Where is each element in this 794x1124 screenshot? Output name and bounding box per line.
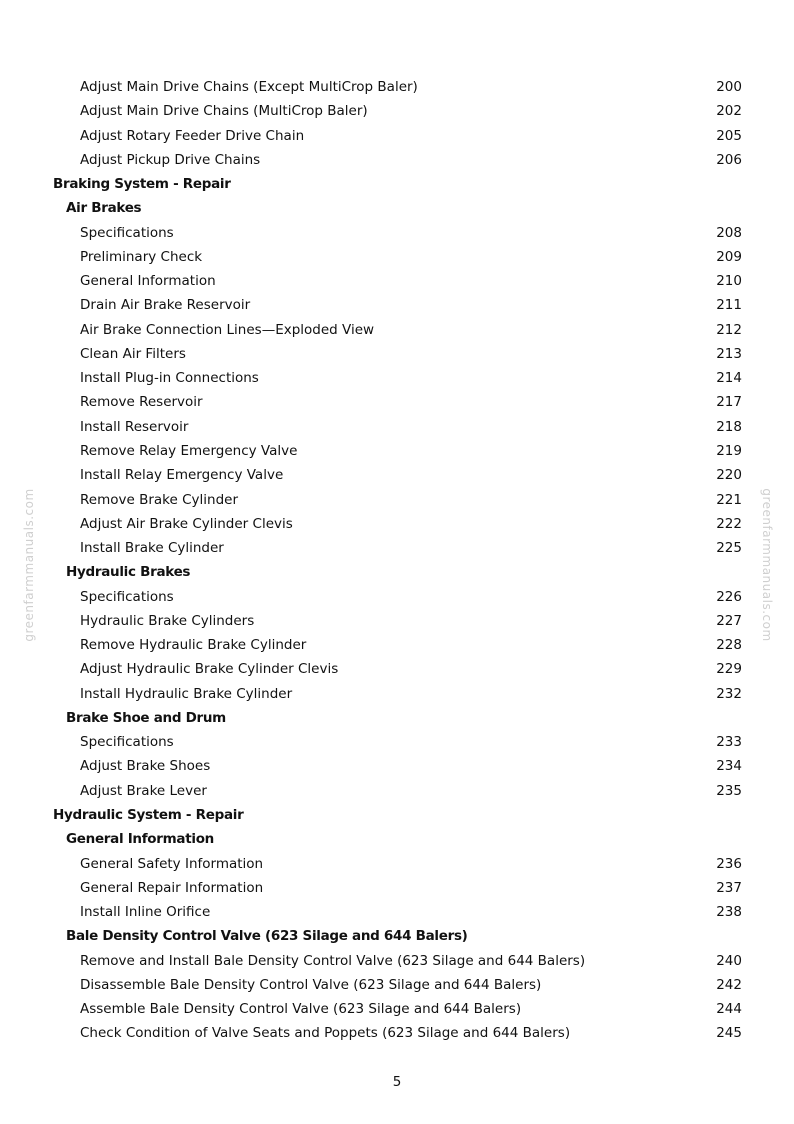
toc-entry-title: Install Inline Orifice (80, 904, 211, 921)
toc-entry-page-number: 227 (716, 612, 742, 629)
toc-entry-page-number: 240 (716, 952, 742, 969)
toc-entry[interactable] (0, 730, 794, 754)
toc-entry-page-number: 208 (716, 224, 742, 241)
toc-entry-title: Adjust Brake Shoes (80, 758, 211, 775)
toc-entry[interactable] (0, 876, 794, 900)
toc-entry-title: Install Brake Cylinder (80, 540, 224, 557)
toc-entry[interactable] (0, 439, 794, 463)
toc-entry-page-number: 200 (716, 79, 742, 95)
toc-entry[interactable] (0, 633, 794, 657)
toc-subsection-heading[interactable] (0, 196, 794, 220)
toc-entry-title: Braking System - Repair (53, 176, 231, 193)
toc-entry-page-number: 226 (716, 588, 742, 605)
toc-entry-title: Specifications (80, 224, 174, 241)
toc-entry[interactable] (0, 293, 794, 317)
toc-entry-title: Air Brake Connection Lines—Exploded View (80, 321, 375, 338)
toc-entry-title: Air Brakes (66, 200, 142, 217)
toc-entry-title: Preliminary Check (80, 248, 203, 265)
toc-entry[interactable] (0, 342, 794, 366)
toc-entry-page-number: 235 (716, 782, 742, 799)
toc-entry-page-number: 213 (716, 345, 742, 362)
toc-entry-page-number: 236 (716, 855, 742, 872)
toc-entry[interactable] (0, 124, 794, 148)
toc-entry-page-number: 220 (716, 467, 742, 484)
toc-entry-page-number: 229 (716, 661, 742, 678)
toc-entry-title: Remove Relay Emergency Valve (80, 442, 298, 459)
toc-entry-title: Adjust Pickup Drive Chains (80, 151, 261, 168)
toc-entry-page-number: 221 (716, 491, 742, 508)
toc-entry-page-number: 234 (716, 758, 742, 775)
watermark-left: greenfarmmanuals.com (22, 488, 36, 642)
toc-entry[interactable] (0, 390, 794, 414)
toc-entry[interactable] (0, 148, 794, 172)
toc-entry[interactable] (0, 75, 794, 99)
toc-section-heading[interactable] (0, 172, 794, 196)
toc-entry[interactable] (0, 269, 794, 293)
toc-entry-title: General Information (80, 273, 216, 290)
toc-entry-page-number: 206 (716, 151, 742, 168)
toc-section-heading[interactable] (0, 803, 794, 827)
toc-entry-title: Brake Shoe and Drum (66, 709, 226, 726)
toc-entry-title: Bale Density Control Valve (623 Silage and 644 Balers) (66, 928, 468, 945)
table-of-contents (0, 75, 794, 1046)
toc-entry[interactable] (0, 997, 794, 1021)
toc-entry[interactable] (0, 609, 794, 633)
toc-entry-page-number: 222 (716, 515, 742, 532)
toc-entry[interactable] (0, 488, 794, 512)
toc-entry[interactable] (0, 852, 794, 876)
toc-entry-title: Adjust Hydraulic Brake Cylinder Clevis (80, 661, 339, 678)
page-number: 5 (392, 1074, 402, 1090)
toc-entry-page-number: 238 (716, 904, 742, 921)
toc-entry-title: Install Plug-in Connections (80, 370, 259, 387)
toc-entry-page-number: 228 (716, 637, 742, 654)
toc-entry[interactable] (0, 657, 794, 681)
toc-entry[interactable] (0, 779, 794, 803)
toc-entry-page-number: 232 (716, 685, 742, 702)
toc-entry[interactable] (0, 245, 794, 269)
toc-entry-title: Adjust Air Brake Cylinder Clevis (80, 515, 293, 532)
toc-entry[interactable] (0, 221, 794, 245)
toc-entry-page-number: 217 (716, 394, 742, 411)
toc-entry-title: Adjust Main Drive Chains (MultiCrop Baler) (80, 103, 368, 120)
toc-subsection-heading[interactable] (0, 706, 794, 730)
toc-entry-title: Remove Reservoir (80, 394, 203, 411)
toc-entry-title: Remove Brake Cylinder (80, 491, 238, 508)
toc-entry-title: General Repair Information (80, 879, 264, 896)
toc-entry-page-number: 219 (716, 442, 742, 459)
toc-entry[interactable] (0, 318, 794, 342)
toc-entry-title: General Safety Information (80, 855, 264, 872)
toc-entry-title: Assemble Bale Density Control Valve (623 Silage and 644 Balers) (80, 1001, 522, 1018)
toc-entry-page-number: 214 (716, 370, 742, 387)
toc-entry-title: Install Reservoir (80, 418, 189, 435)
toc-entry[interactable] (0, 682, 794, 706)
toc-entry-title: Remove Hydraulic Brake Cylinder (80, 637, 307, 654)
toc-subsection-heading[interactable] (0, 560, 794, 584)
toc-entry-page-number: 211 (716, 297, 742, 314)
toc-entry-page-number: 237 (716, 879, 742, 896)
toc-entry-page-number: 202 (716, 103, 742, 120)
toc-entry-title: Hydraulic Brake Cylinders (80, 612, 255, 629)
toc-entry[interactable] (0, 900, 794, 924)
toc-entry[interactable] (0, 415, 794, 439)
toc-entry-page-number: 225 (716, 540, 742, 557)
toc-entry-title: Remove and Install Bale Density Control Valve (623 Silage and 644 Balers) (80, 952, 586, 969)
toc-entry-title: Hydraulic Brakes (66, 564, 191, 581)
toc-entry-title: Adjust Rotary Feeder Drive Chain (80, 127, 305, 144)
toc-entry-title: Specifications (80, 588, 174, 605)
toc-entry[interactable] (0, 366, 794, 390)
toc-entry-page-number: 205 (716, 127, 742, 144)
toc-entry-page-number: 212 (716, 321, 742, 338)
toc-entry[interactable] (0, 536, 794, 560)
watermark-right: greenfarmmanuals.com (760, 488, 774, 642)
toc-subsection-heading[interactable] (0, 827, 794, 851)
toc-entry-title: Adjust Brake Lever (80, 782, 207, 799)
toc-entry[interactable] (0, 754, 794, 778)
toc-entry-page-number: 210 (716, 273, 742, 290)
toc-entry-title: Install Relay Emergency Valve (80, 467, 284, 484)
toc-entry-title: Specifications (80, 734, 174, 751)
toc-entry-page-number: 244 (716, 1001, 742, 1018)
toc-subsection-heading[interactable] (0, 924, 794, 948)
toc-entry-title: Check Condition of Valve Seats and Poppets (623 Silage and 644 Balers) (80, 1025, 571, 1042)
toc-entry-title: Install Hydraulic Brake Cylinder (80, 685, 293, 702)
toc-entry-title: Adjust Main Drive Chains (Except MultiCrop Baler) (80, 79, 418, 95)
toc-entry-page-number: 209 (716, 248, 742, 265)
toc-entry[interactable] (0, 463, 794, 487)
toc-entry-page-number: 233 (716, 734, 742, 751)
toc-entry[interactable] (0, 1021, 794, 1045)
toc-entry[interactable] (0, 973, 794, 997)
toc-entry-title: General Information (66, 831, 214, 848)
toc-entry-page-number: 218 (716, 418, 742, 435)
toc-entry[interactable] (0, 99, 794, 123)
toc-entry-title: Hydraulic System - Repair (53, 806, 244, 823)
toc-entry-page-number: 245 (716, 1025, 742, 1042)
toc-entry-title: Disassemble Bale Density Control Valve (623 Silage and 644 Balers) (80, 976, 542, 993)
toc-entry-title: Drain Air Brake Reservoir (80, 297, 251, 314)
toc-entry[interactable] (0, 949, 794, 973)
toc-entry-title: Clean Air Filters (80, 345, 186, 362)
toc-entry[interactable] (0, 512, 794, 536)
toc-entry-page-number: 242 (716, 976, 742, 993)
toc-entry[interactable] (0, 585, 794, 609)
